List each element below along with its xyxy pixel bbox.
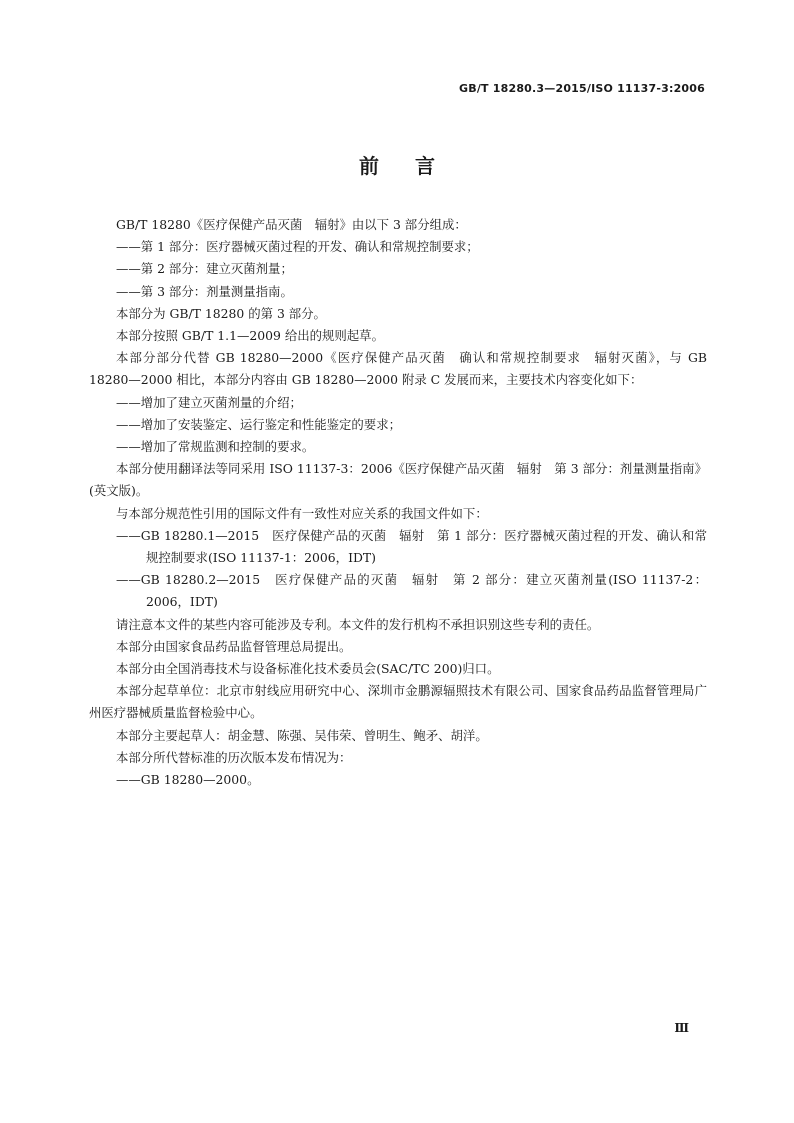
list-item-part1: ——第 1 部分：医疗器械灭菌过程的开发、确认和常规控制要求； bbox=[116, 239, 479, 255]
list-item-change2: ——增加了安装鉴定、运行鉴定和性能鉴定的要求； bbox=[116, 416, 401, 432]
paragraph-drafting-rules: 本部分按照 GB/T 1.1—2009 给出的规则起草。 bbox=[116, 328, 384, 344]
paragraph-drafters: 本部分主要起草人：胡金慧、陈强、吴伟荣、曾明生、鲍矛、胡洋。 bbox=[116, 727, 488, 743]
paragraph-replacement: 本部分部分代替 GB 18280—2000《医疗保健产品灭菌 确认和常规控制要求 辐射灭菌》，与 GB 18280—2000 相比，本部分内容由 GB 18280—2000 附录 C 发展而来，主要技术内容变化如下： bbox=[89, 350, 707, 388]
paragraph-adoption: 本部分使用翻译法等同采用 ISO 11137-3：2006《医疗保健产品灭菌 辐射 第 3 部分：剂量测量指南》(英文版)。 bbox=[89, 461, 707, 499]
paragraph-part-statement: 本部分为 GB/T 18280 的第 3 部分。 bbox=[116, 305, 326, 321]
standard-number-header: GB/T 18280.3—2015/ISO 11137-3:2006 bbox=[459, 82, 705, 95]
list-item-part2: ——第 2 部分：建立灭菌剂量； bbox=[116, 261, 293, 277]
foreword-body bbox=[89, 214, 707, 791]
list-item-change1: ——增加了建立灭菌剂量的介绍； bbox=[116, 394, 302, 410]
page-title: 前言 bbox=[359, 154, 471, 178]
paragraph-correspondence: 与本部分规范性引用的国际文件有一致性对应关系的我国文件如下： bbox=[116, 505, 488, 521]
list-item-related-doc1: ——GB 18280.1—2015 医疗保健产品的灭菌 辐射 第 1 部分：医疗器械灭菌过程的开发、确认和常规控制要求(ISO 11137-1：2006，IDT) bbox=[116, 527, 707, 566]
paragraph-drafting-units: 本部分起草单位：北京市射线应用研究中心、深圳市金鹏源辐照技术有限公司、国家食品药品监督管理局广州医疗器械质量监督检验中心。 bbox=[89, 683, 707, 721]
list-item-history: ——GB 18280—2000。 bbox=[116, 772, 260, 788]
paragraph-committee: 本部分由全国消毒技术与设备标准化技术委员会(SAC/TC 200)归口。 bbox=[116, 661, 500, 677]
list-item-related-doc2: ——GB 18280.2—2015 医疗保健产品的灭菌 辐射 第 2 部分：建立灭菌剂量(ISO 11137-2：2006，IDT) bbox=[116, 572, 707, 610]
paragraph-proposer: 本部分由国家食品药品监督管理总局提出。 bbox=[116, 638, 352, 654]
page-number: Ⅲ bbox=[674, 1021, 689, 1035]
list-item-part3: ——第 3 部分：剂量测量指南。 bbox=[116, 283, 293, 299]
list-item-change3: ——增加了常规监测和控制的要求。 bbox=[116, 439, 315, 455]
paragraph-patent-notice: 请注意本文件的某些内容可能涉及专利。本文件的发行机构不承担识别这些专利的责任。 bbox=[116, 616, 600, 632]
paragraph-history: 本部分所代替标准的历次版本发布情况为： bbox=[116, 749, 352, 765]
paragraph-composition: GB/T 18280《医疗保健产品灭菌 辐射》由以下 3 部分组成： bbox=[116, 217, 467, 232]
